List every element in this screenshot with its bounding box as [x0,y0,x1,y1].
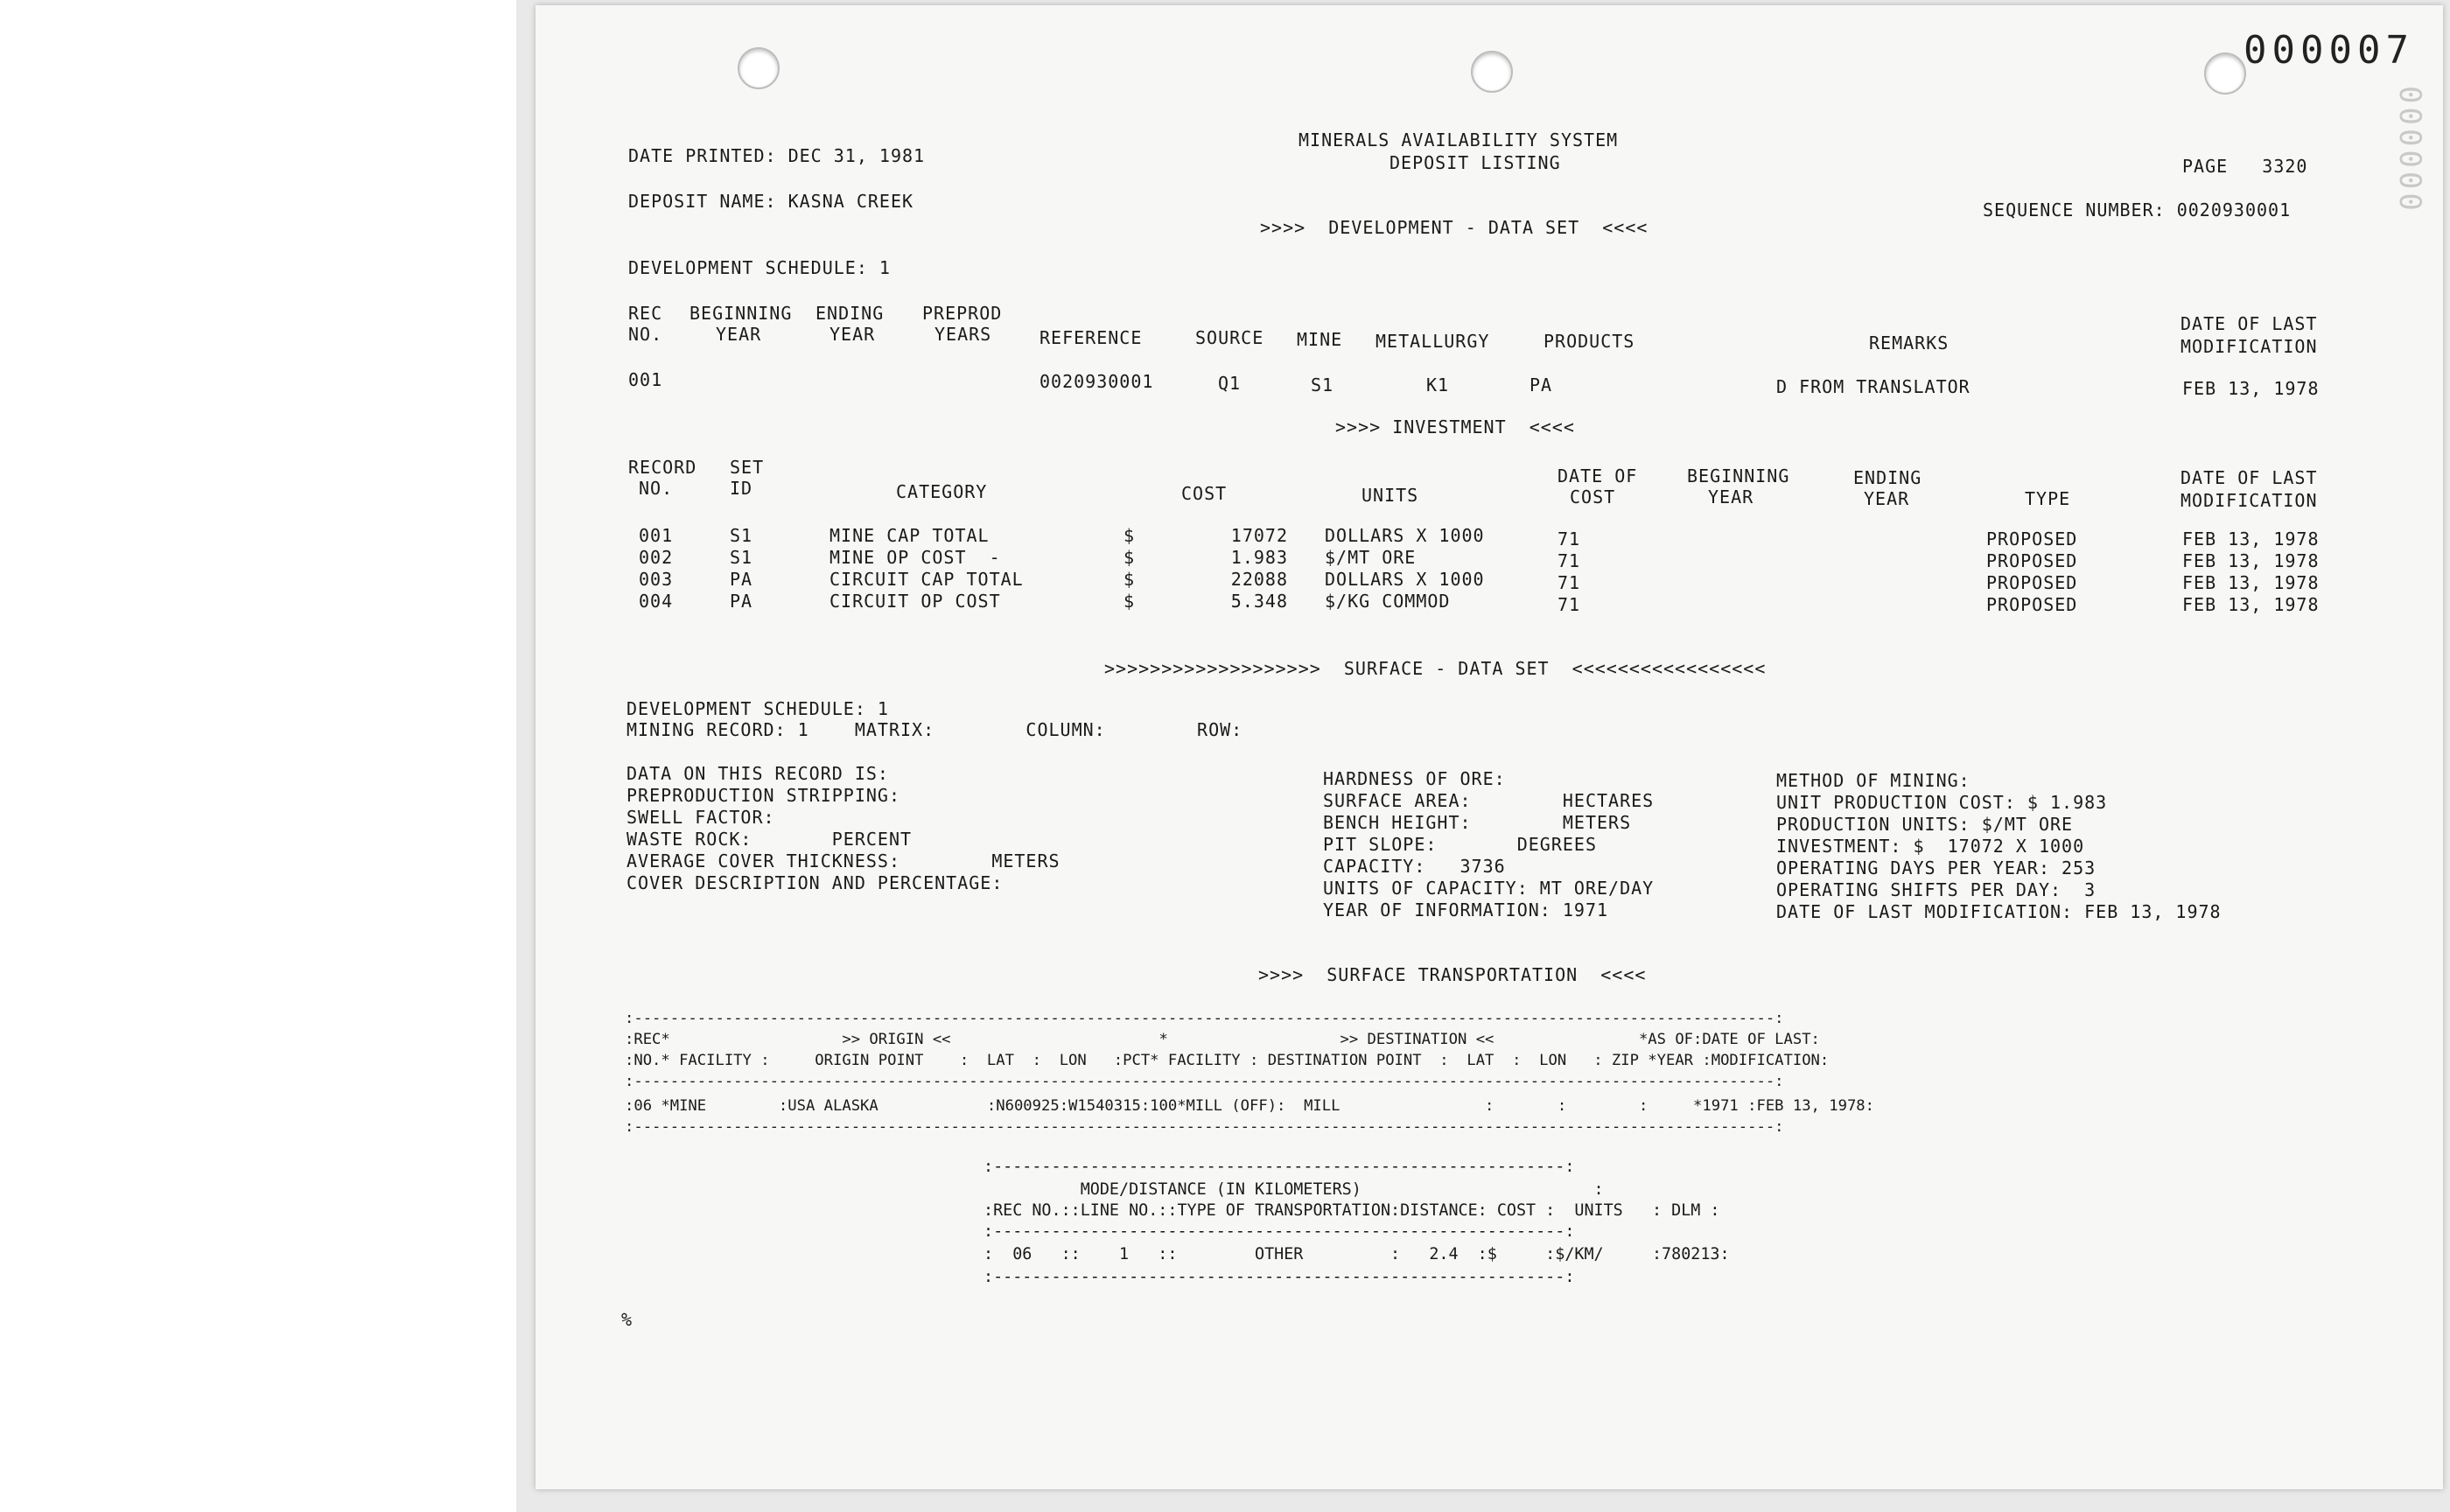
surface-left-line: SWELL FACTOR: [626,807,775,828]
inv-cell-category: MINE OP COST - [830,547,1001,568]
surface-right-line: OPERATING SHIFTS PER DAY: 3 [1776,879,2096,900]
surface-middle-line: YEAR OF INFORMATION: 1971 [1323,900,1609,920]
inv-cell-units: $/KG COMMOD [1325,591,1451,612]
surface-banner: >>>>>>>>>>>>>>>>>>> SURFACE - DATA SET <<<<<<<<<<<<<<<<< [1104,658,1767,679]
surface-middle-line: PIT SLOPE: DEGREES [1323,834,1597,855]
transport-header-line-2: :NO.* FACILITY : ORIGIN POINT : LAT : LON :PCT* FACILITY : DESTINATION POINT : LAT : LON : ZIP *YEAR :MODIFICATION: [625,1052,1830,1069]
transport-rule-bottom: :------------------------------------------------------------------------------------------------------------------------------: [625,1118,1784,1136]
page-number: PAGE 3320 [2182,156,2308,177]
dev-header-date-last: DATE OF LAST [2180,313,2318,334]
surface-middle-line: BENCH HEIGHT: METERS [1323,812,1632,833]
inv-cell-modification: FEB 13, 1978 [2182,594,2320,615]
dev-row-metallurgy: K1 [1426,374,1450,396]
mode-rule-bottom: :-----------------------------------------------------------: [984,1268,1575,1286]
inv-cell-modification: FEB 13, 1978 [2182,572,2320,593]
dev-header-preprod-years: YEARS [934,324,992,345]
date-printed: DATE PRINTED: DEC 31, 1981 [628,145,926,166]
inv-header-record-no: NO. [639,478,674,499]
inv-header-cost: COST [1181,483,1228,504]
inv-cell-type: PROPOSED [1986,572,2078,593]
surface-right-line: OPERATING DAYS PER YEAR: 253 [1776,858,2096,878]
inv-header-ending: ENDING [1853,467,1922,488]
inv-cell-cost: 22088 [1230,569,1288,590]
printout-page [536,5,2443,1489]
inv-cell-date: 71 [1558,550,1581,571]
surface-middle-line: SURFACE AREA: HECTARES [1323,790,1655,811]
mode-rule-top: :-----------------------------------------------------------: [984,1158,1575,1176]
inv-cell-cost: 17072 [1230,525,1288,546]
dev-header-remarks: REMARKS [1869,332,1950,354]
dev-row-remarks: D FROM TRANSLATOR [1776,376,1970,397]
mode-header: :REC NO.::LINE NO.::TYPE OF TRANSPORTATION:DISTANCE: COST : UNITS : DLM : [984,1201,1720,1220]
inv-cell-modification: FEB 13, 1978 [2182,550,2320,571]
inv-header-date-of: DATE OF [1558,466,1638,486]
inv-cell-date: 71 [1558,572,1581,593]
inv-cell-record: 003 [639,569,674,590]
inv-cell-category: CIRCUIT CAP TOTAL [830,569,1024,590]
surface-left-line: DATA ON THIS RECORD IS: [626,763,889,784]
surface-right-line: METHOD OF MINING: [1776,770,1970,791]
inv-cell-units: $/MT ORE [1325,547,1417,568]
system-title: MINERALS AVAILABILITY SYSTEM [1298,130,1619,150]
listing-title: DEPOSIT LISTING [1390,152,1561,173]
inv-cell-set: PA [730,569,753,590]
inv-cell-cost: 5.348 [1230,591,1288,612]
inv-cell-date: 71 [1558,528,1581,550]
transport-banner: >>>> SURFACE TRANSPORTATION <<<< [1258,964,1647,985]
dev-header-modification: MODIFICATION [2180,336,2318,357]
inv-cell-cost: 1.983 [1230,547,1288,568]
punch-hole-center [1471,51,1513,93]
inv-header-set-id: ID [730,478,753,499]
inv-cell-type: PROPOSED [1986,528,2078,550]
inv-cell-type: PROPOSED [1986,594,2078,615]
sequence-number: SEQUENCE NUMBER: 0020930001 [1983,200,2292,220]
inv-cell-record: 001 [639,525,674,546]
inv-header-modification: MODIFICATION [2180,490,2318,511]
inv-header-date-cost: COST [1570,486,1616,508]
inv-cell-record: 004 [639,591,674,612]
transport-data-row: :06 *MINE :USA ALASKA :N600925:W1540315:100*MILL (OFF): MILL : : : *1971 :FEB 13, 1978: [625,1097,1874,1115]
inv-header-set: SET [730,457,765,478]
inv-cell-modification: FEB 13, 1978 [2182,528,2320,550]
inv-header-category: CATEGORY [896,481,988,502]
document-stamp-number: 000007 [2244,28,2414,73]
dev-row-date: FEB 13, 1978 [2182,378,2320,399]
surface-schedule: DEVELOPMENT SCHEDULE: 1 [626,698,889,719]
inv-cell-category: CIRCUIT OP COST [830,591,1001,612]
footer-mark: % [621,1309,634,1330]
inv-cell-units: DOLLARS X 1000 [1325,525,1485,546]
dev-header-products: PRODUCTS [1544,331,1635,352]
dev-row-rec: 001 [628,369,663,390]
dev-header-beginning: BEGINNING [690,303,793,324]
inv-cell-currency: $ [1124,569,1136,590]
dev-header-source: SOURCE [1195,327,1264,348]
dev-row-source: Q1 [1218,373,1242,394]
investment-banner: >>>> INVESTMENT <<<< [1335,416,1575,438]
inv-cell-currency: $ [1124,547,1136,568]
inv-cell-currency: $ [1124,591,1136,612]
surface-left-line: COVER DESCRIPTION AND PERCENTAGE: [626,872,1004,893]
inv-header-type: TYPE [2025,488,2071,509]
inv-header-date-last: DATE OF LAST [2180,467,2318,488]
inv-cell-date: 71 [1558,594,1581,615]
punch-hole-left [738,47,780,89]
inv-header-record: RECORD [628,457,697,478]
punch-hole-right [2204,52,2246,94]
inv-cell-record: 002 [639,547,674,568]
surface-right-line: PRODUCTION UNITS: $/MT ORE [1776,814,2074,835]
inv-cell-set: S1 [730,547,753,568]
surface-right-line: UNIT PRODUCTION COST: $ 1.983 [1776,792,2108,813]
inv-header-units: UNITS [1362,485,1419,506]
inv-cell-type: PROPOSED [1986,550,2078,571]
dev-header-rec: REC [628,303,663,324]
mode-data-row: : 06 :: 1 :: OTHER : 2.4 :$ :$/KM/ :780213: [984,1245,1730,1264]
dev-header-ending-year: YEAR [830,324,876,345]
dev-header-rec-no: NO. [628,324,663,345]
dev-header-reference: REFERENCE [1040,327,1143,348]
surface-middle-line: HARDNESS OF ORE: [1323,768,1506,789]
dev-header-mine: MINE [1297,329,1343,350]
transport-header-line-1: :REC* >> ORIGIN << * >> DESTINATION << *AS OF:DATE OF LAST: [625,1031,1820,1048]
inv-cell-set: PA [730,591,753,612]
transport-rule-top: :------------------------------------------------------------------------------------------------------------------------------: [625,1010,1784,1027]
dev-row-reference: 0020930001 [1040,371,1154,392]
transport-rule-mid: :------------------------------------------------------------------------------------------------------------------------------: [625,1073,1784,1090]
surface-middle-line: UNITS OF CAPACITY: MT ORE/DAY [1323,878,1655,899]
surface-right-line: INVESTMENT: $ 17072 X 1000 [1776,836,2085,857]
deposit-name: DEPOSIT NAME: KASNA CREEK [628,191,914,212]
bleed-through-number: 000000 [2392,86,2427,214]
dev-header-ending: ENDING [816,303,885,324]
development-banner: >>>> DEVELOPMENT - DATA SET <<<< [1260,217,1648,238]
surface-right-line: DATE OF LAST MODIFICATION: FEB 13, 1978 [1776,901,2222,922]
inv-cell-set: S1 [730,525,753,546]
inv-cell-category: MINE CAP TOTAL [830,525,990,546]
mode-title: MODE/DISTANCE (IN KILOMETERS) : [984,1180,1604,1199]
inv-header-beginning-year: YEAR [1708,486,1754,508]
development-schedule: DEVELOPMENT SCHEDULE: 1 [628,257,891,278]
inv-header-beginning: BEGINNING [1687,466,1790,486]
dev-row-mine: S1 [1311,374,1334,396]
surface-left-line: PREPRODUCTION STRIPPING: [626,785,900,806]
mode-rule-mid: :-----------------------------------------------------------: [984,1222,1575,1241]
inv-cell-currency: $ [1124,525,1136,546]
dev-header-preprod: PREPROD [922,303,1003,324]
surface-mining-record: MINING RECORD: 1 MATRIX: COLUMN: ROW: [626,719,1243,740]
surface-left-line: WASTE ROCK: PERCENT [626,829,913,850]
inv-cell-units: DOLLARS X 1000 [1325,569,1485,590]
dev-row-products: PA [1530,374,1553,396]
dev-header-beginning-year: YEAR [716,324,762,345]
dev-header-metallurgy: METALLURGY [1376,331,1490,352]
surface-left-line: AVERAGE COVER THICKNESS: METERS [626,850,1060,872]
surface-middle-line: CAPACITY: 3736 [1323,856,1506,877]
inv-header-ending-year: YEAR [1864,488,1910,509]
